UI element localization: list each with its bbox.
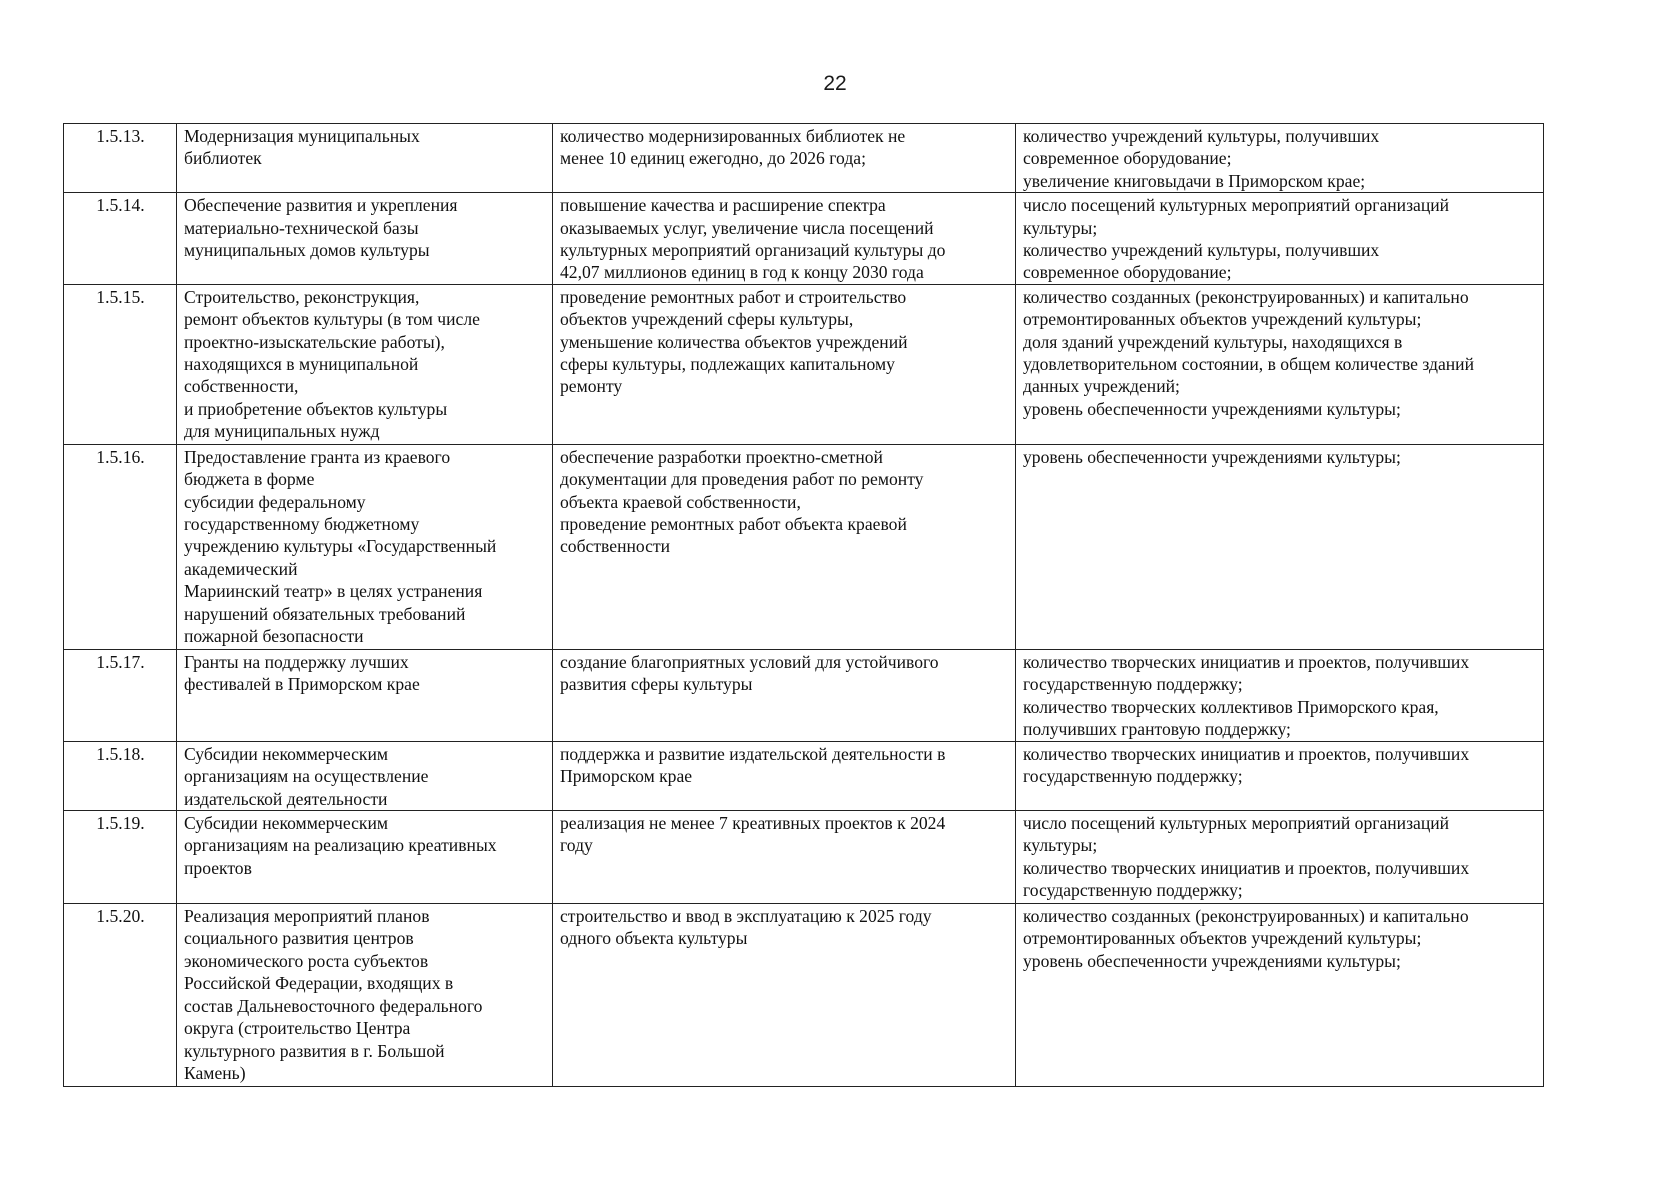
- row-number: 1.5.18.: [64, 741, 177, 810]
- row-number: 1.5.14.: [64, 193, 177, 285]
- indicator: количество творческих инициатив и проектов, получивших государственную поддержку; количество творческих коллективов Приморского края, получивших грантовую поддержку;: [1016, 649, 1544, 741]
- table-row: [64, 741, 1544, 810]
- indicator: количество созданных (реконструированных) и капитально отремонтированных объектов учреждений культуры; доля зданий учреждений культуры, находящихся в удовлетворительном состоянии, в общем количестве зданий данных учреждений; уровень обеспеченности учреждениями культуры;: [1016, 284, 1544, 444]
- row-number: 1.5.20.: [64, 904, 177, 1087]
- table-row: [64, 649, 1544, 741]
- measure-name: Предоставление гранта из краевого бюджета в форме субсидии федеральному государственному бюджетному учреждению культуры «Государственный академический Мариинский театр» в целях устранения нарушений обязательных требований пожарной безопасности: [177, 444, 553, 649]
- measure-name: Обеспечение развития и укрепления материально-технической базы муниципальных домов культуры: [177, 193, 553, 285]
- indicator: количество творческих инициатив и проектов, получивших государственную поддержку;: [1016, 741, 1544, 810]
- table-row: [64, 284, 1544, 444]
- measure-name: Реализация мероприятий планов социального развития центров экономического роста субъектов Российской Федерации, входящих в состав Дальневосточного федерального округа (строительство Центра культурного развития в г. Большой Камень): [177, 904, 553, 1087]
- indicator: уровень обеспеченности учреждениями культуры;: [1016, 444, 1544, 649]
- indicator: число посещений культурных мероприятий организаций культуры; количество творческих инициатив и проектов, получивших государственную поддержку;: [1016, 811, 1544, 904]
- measures-table: [63, 123, 1544, 1087]
- measure-name: Строительство, реконструкция, ремонт объектов культуры (в том числе проектно-изыскательские работы), находящихся в муниципальной собственности, и приобретение объектов культуры для муниципальных нужд: [177, 284, 553, 444]
- indicator: количество учреждений культуры, получивших современное оборудование; увеличение книговыдачи в Приморском крае;: [1016, 124, 1544, 193]
- expected-result: повышение качества и расширение спектра оказываемых услуг, увеличение числа посещений культурных мероприятий организаций культуры до 42,07 миллионов единиц в год к концу 2030 года: [553, 193, 1016, 285]
- measure-name: Субсидии некоммерческим организациям на осуществление издательской деятельности: [177, 741, 553, 810]
- row-number: 1.5.15.: [64, 284, 177, 444]
- expected-result: количество модернизированных библиотек не менее 10 единиц ежегодно, до 2026 года;: [553, 124, 1016, 193]
- table-row: [64, 811, 1544, 904]
- expected-result: создание благоприятных условий для устойчивого развития сферы культуры: [553, 649, 1016, 741]
- indicator: количество созданных (реконструированных) и капитально отремонтированных объектов учреждений культуры; уровень обеспеченности учреждениями культуры;: [1016, 904, 1544, 1087]
- table-row: [64, 193, 1544, 285]
- expected-result: поддержка и развитие издательской деятельности в Приморском крае: [553, 741, 1016, 810]
- row-number: 1.5.13.: [64, 124, 177, 193]
- table-row: [64, 904, 1544, 1087]
- measure-name: Модернизация муниципальных библиотек: [177, 124, 553, 193]
- expected-result: проведение ремонтных работ и строительство объектов учреждений сферы культуры, уменьшение количества объектов учреждений сферы культуры, подлежащих капитальному ремонту: [553, 284, 1016, 444]
- expected-result: реализация не менее 7 креативных проектов к 2024 году: [553, 811, 1016, 904]
- table-row: [64, 444, 1544, 649]
- row-number: 1.5.19.: [64, 811, 177, 904]
- table-row: [64, 124, 1544, 193]
- indicator: число посещений культурных мероприятий организаций культуры; количество учреждений культуры, получивших современное оборудование;: [1016, 193, 1544, 285]
- expected-result: обеспечение разработки проектно-сметной документации для проведения работ по ремонту объекта краевой собственности, проведение ремонтных работ объекта краевой собственности: [553, 444, 1016, 649]
- measure-name: Гранты на поддержку лучших фестивалей в Приморском крае: [177, 649, 553, 741]
- row-number: 1.5.17.: [64, 649, 177, 741]
- expected-result: строительство и ввод в эксплуатацию к 2025 году одного объекта культуры: [553, 904, 1016, 1087]
- row-number: 1.5.16.: [64, 444, 177, 649]
- measure-name: Субсидии некоммерческим организациям на реализацию креативных проектов: [177, 811, 553, 904]
- page-number: 22: [823, 72, 847, 95]
